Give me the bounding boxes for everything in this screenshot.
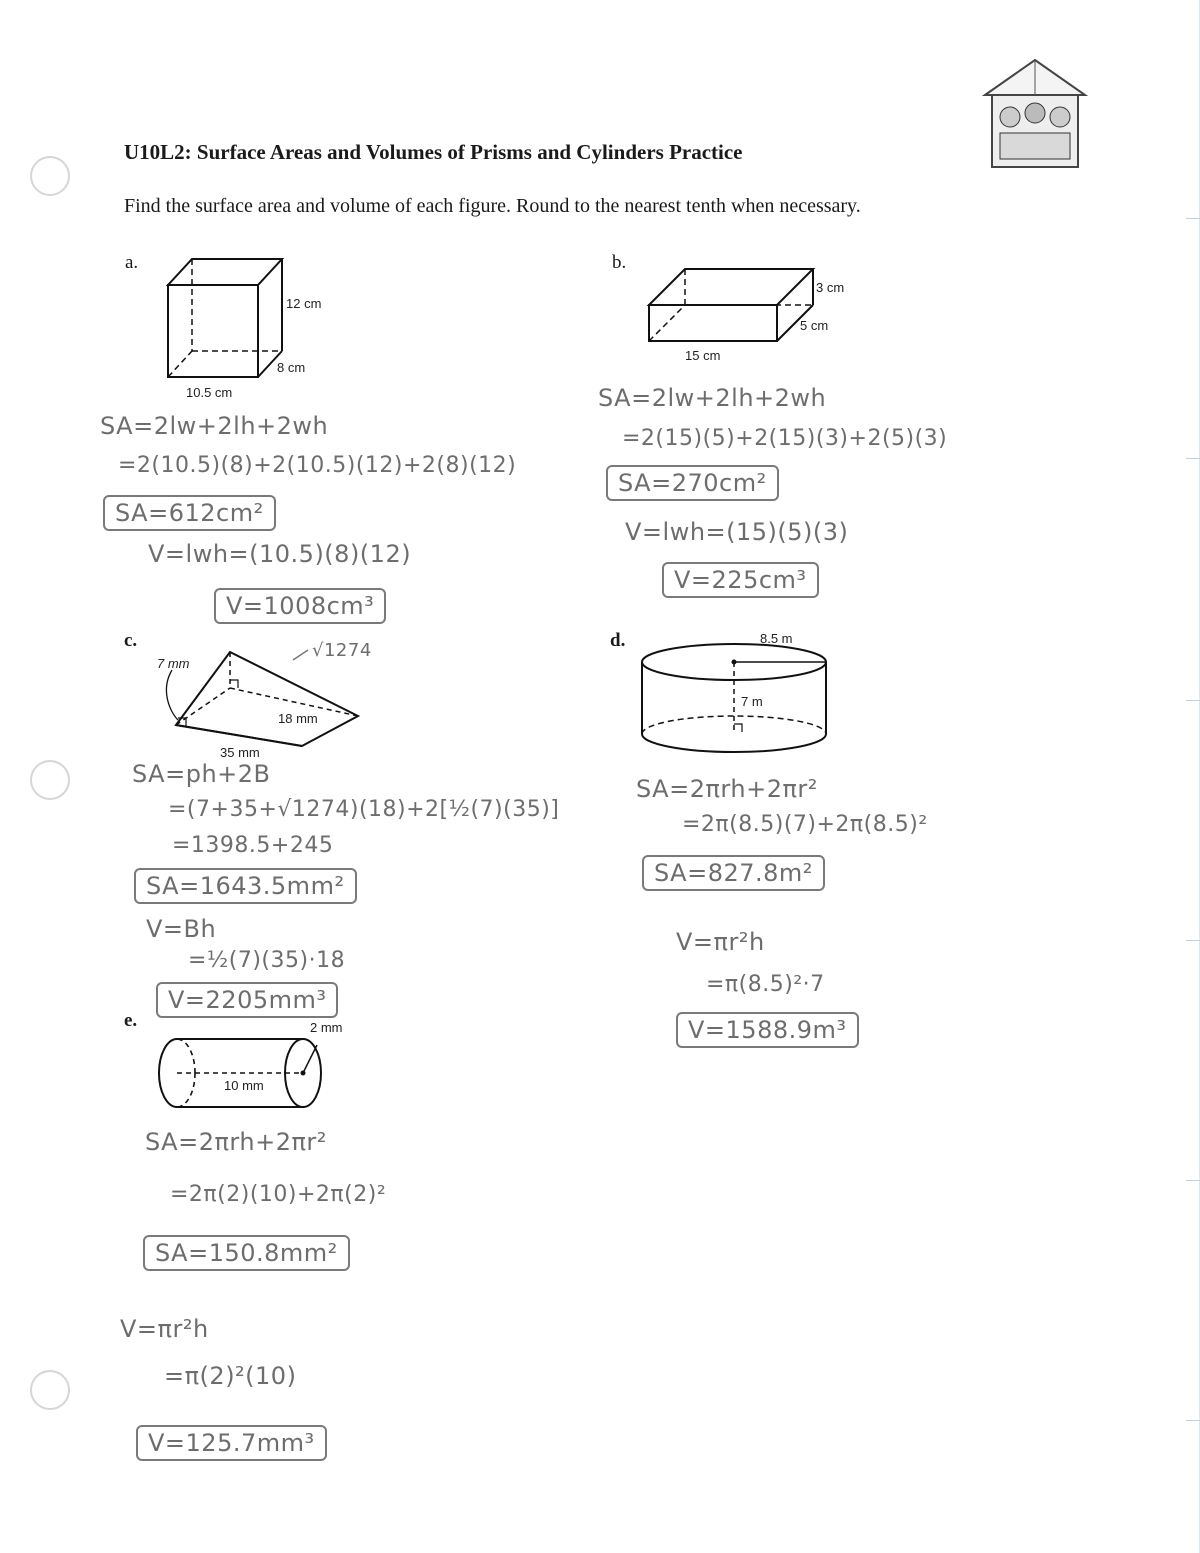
problem-a-label: a. xyxy=(125,252,139,273)
problem-c-label: c. xyxy=(124,630,138,651)
problem-c-sa-answer: SA=1643.5mm² xyxy=(134,868,357,904)
problem-a-work-line: SA=2lw+2lh+2wh xyxy=(100,412,329,440)
problem-c-work-line: =(7+35+√1274)(18)+2[½(7)(35)] xyxy=(168,797,560,822)
problem-e-cylinder-figure xyxy=(155,1035,325,1115)
problem-a-height-label: 12 cm xyxy=(286,296,322,311)
problem-a-volume-answer: V=1008cm³ xyxy=(214,588,386,624)
problem-b-height-label: 3 cm xyxy=(816,280,845,295)
edge-tick xyxy=(1186,458,1200,459)
edge-tick xyxy=(1186,700,1200,701)
problem-c-hypotenuse-note: √1274 xyxy=(312,640,372,661)
problem-c-leg-label: 7 mm xyxy=(157,656,190,671)
problem-e-length-label: 10 mm xyxy=(224,1078,264,1093)
problem-a-length-label: 10.5 cm xyxy=(186,385,233,400)
problem-c-work-line: SA=ph+2B xyxy=(132,760,271,788)
problem-d-cylinder-figure xyxy=(640,640,830,755)
problem-c-work-line: =½(7)(35)·18 xyxy=(188,948,346,973)
binder-hole-bottom xyxy=(30,1370,70,1410)
problem-c-base-label: 35 mm xyxy=(220,745,260,760)
problem-d-radius-label: 8.5 m xyxy=(760,631,793,646)
problem-b-label: b. xyxy=(612,252,627,273)
problem-e-work-line: =π(2)²(10) xyxy=(164,1362,297,1390)
problem-d-label: d. xyxy=(610,630,626,651)
problem-e-work-line: V=πr²h xyxy=(120,1315,209,1343)
problem-d-work-line: SA=2πrh+2πr² xyxy=(636,775,818,803)
binder-hole-middle xyxy=(30,760,70,800)
problem-b-width-label: 5 cm xyxy=(800,318,829,333)
problem-c-work-line: V=Bh xyxy=(146,915,217,943)
problem-a-width-label: 8 cm xyxy=(277,360,306,375)
problem-e-work-line: SA=2πrh+2πr² xyxy=(145,1128,327,1156)
problem-a-sa-answer: SA=612cm² xyxy=(103,495,276,531)
problem-d-sa-answer: SA=827.8m² xyxy=(642,855,825,891)
problem-b-work-line: SA=2lw+2lh+2wh xyxy=(598,384,827,412)
problem-b-prism-figure xyxy=(645,265,820,350)
problem-d-height-label: 7 m xyxy=(741,694,763,709)
problem-d-work-line: V=πr²h xyxy=(676,928,765,956)
problem-b-work-line: V=lwh=(15)(5)(3) xyxy=(625,518,849,546)
schoolhouse-clipart-icon xyxy=(980,55,1090,170)
edge-tick xyxy=(1186,1180,1200,1181)
edge-tick xyxy=(1186,1420,1200,1421)
problem-e-label: e. xyxy=(124,1010,138,1031)
problem-a-work-line: V=lwh=(10.5)(8)(12) xyxy=(148,540,412,568)
problem-c-volume-answer: V=2205mm³ xyxy=(156,982,338,1018)
problem-b-work-line: =2(15)(5)+2(15)(3)+2(5)(3) xyxy=(622,426,948,451)
problem-d-volume-answer: V=1588.9m³ xyxy=(676,1012,859,1048)
problem-d-work-line: =π(8.5)²·7 xyxy=(706,972,825,997)
page-title: U10L2: Surface Areas and Volumes of Prisms and Cylinders Practice xyxy=(124,140,743,164)
problem-e-work-line: =2π(2)(10)+2π(2)² xyxy=(170,1182,387,1207)
problem-d-work-line: =2π(8.5)(7)+2π(8.5)² xyxy=(682,812,928,837)
edge-tick xyxy=(1186,940,1200,941)
problem-b-length-label: 15 cm xyxy=(685,348,721,363)
problem-b-volume-answer: V=225cm³ xyxy=(662,562,819,598)
problem-b-sa-answer: SA=270cm² xyxy=(606,465,779,501)
problem-c-work-line: =1398.5+245 xyxy=(172,833,334,858)
problem-e-sa-answer: SA=150.8mm² xyxy=(143,1235,350,1271)
instructions: Find the surface area and volume of each figure. Round to the nearest tenth when necessary. xyxy=(124,195,861,217)
problem-a-work-line: =2(10.5)(8)+2(10.5)(12)+2(8)(12) xyxy=(118,453,517,478)
edge-tick xyxy=(1186,218,1200,219)
problem-c-depth-label: 18 mm xyxy=(278,711,318,726)
problem-e-volume-answer: V=125.7mm³ xyxy=(136,1425,327,1461)
problem-e-radius-label: 2 mm xyxy=(310,1020,343,1035)
binder-hole-top xyxy=(30,156,70,196)
